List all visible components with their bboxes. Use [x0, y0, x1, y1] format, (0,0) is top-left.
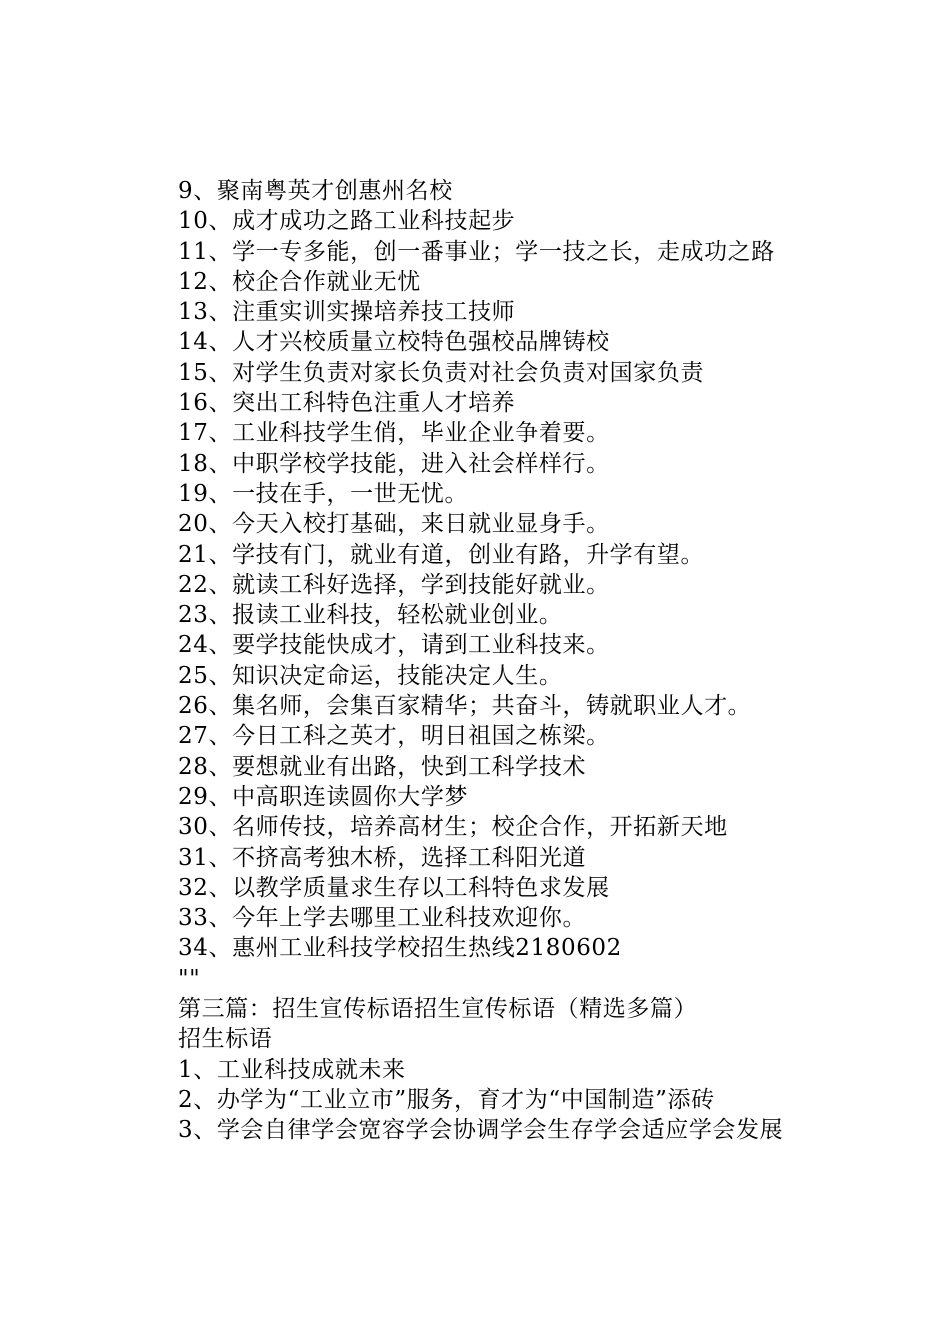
document-body: [178, 176, 918, 1146]
slogan-line-24: 24、要学技能快成才，请到工业科技来。: [178, 632, 610, 659]
slogan-line-16: 16、突出工科特色注重人才培养: [178, 390, 516, 417]
slogan-line-29: 29、中高职连读圆你大学梦: [178, 783, 469, 810]
slogan-line-new-3: 3、学会自律学会宽容学会协调学会生存学会适应学会发展: [178, 1117, 784, 1144]
slogan-line-33: 33、今年上学去哪里工业科技欢迎你。: [178, 905, 587, 932]
slogan-line-17: 17、工业科技学生俏，毕业企业争着要。: [178, 420, 610, 447]
section-heading: 第三篇：招生宣传标语招生宣传标语（精选多篇）: [178, 996, 698, 1023]
slogan-line-27: 27、今日工科之英才，明日祖国之栋梁。: [178, 723, 610, 750]
slogan-line-11: 11、学一专多能，创一番事业；学一技之长，走成功之路: [178, 238, 775, 265]
slogan-line-32: 32、以教学质量求生存以工科特色求发展: [178, 874, 610, 901]
slogan-line-23: 23、报读工业科技，轻松就业创业。: [178, 602, 563, 629]
slogan-line-12: 12、校企合作就业无忧: [178, 268, 421, 295]
slogan-line-14: 14、人才兴校质量立校特色强校品牌铸校: [178, 329, 610, 356]
slogan-line-10: 10、成才成功之路工业科技起步: [178, 208, 516, 235]
slogan-line-new-2: 2、办学为“工业立市”服务，育才为“中国制造”添砖: [178, 1086, 715, 1113]
slogan-line-22: 22、就读工科好选择，学到技能好就业。: [178, 571, 610, 598]
slogan-line-13: 13、注重实训实操培养技工技师: [178, 299, 516, 326]
subsection-title: 招生标语: [178, 1026, 273, 1053]
slogan-line-18: 18、中职学校学技能，进入社会样样行。: [178, 450, 610, 477]
slogan-line-28: 28、要想就业有出路，快到工科学技术: [178, 753, 587, 780]
quote-marks: "": [178, 965, 201, 992]
slogan-line-34: 34、惠州工业科技学校招生热线2180602: [178, 935, 622, 962]
slogan-line-20: 20、今天入校打基础，来日就业显身手。: [178, 511, 610, 538]
slogan-line-25: 25、知识决定命运，技能决定人生。: [178, 662, 563, 689]
slogan-line-new-1: 1、工业科技成就未来: [178, 1056, 406, 1083]
slogan-line-30: 30、名师传技，培养高材生；校企合作，开拓新天地: [178, 814, 728, 841]
slogan-line-19: 19、一技在手，一世无忧。: [178, 480, 469, 507]
slogan-line-21: 21、学技有门，就业有道，创业有路，升学有望。: [178, 541, 705, 568]
slogan-line-15: 15、对学生负责对家长负责对社会负责对国家负责: [178, 359, 705, 386]
slogan-line-9: 9、聚南粤英才创惠州名校: [178, 178, 453, 204]
slogan-line-26: 26、集名师，会集百家精华；共奋斗，铸就职业人才。: [178, 693, 752, 720]
slogan-line-31: 31、不挤高考独木桥，选择工科阳光道: [178, 844, 587, 871]
